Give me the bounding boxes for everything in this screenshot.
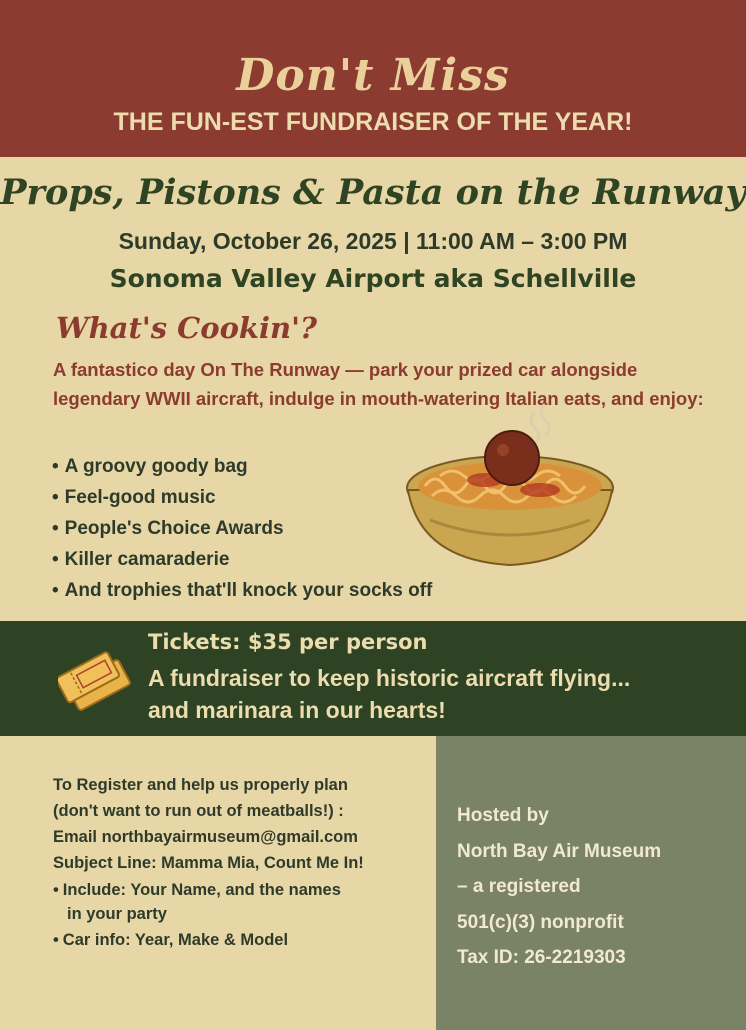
host-line: Tax ID: 26-2219303 bbox=[457, 947, 626, 968]
list-item: • Killer camaraderie bbox=[52, 549, 230, 570]
list-item: • A groovy goody bag bbox=[52, 456, 248, 477]
list-item: • People's Choice Awards bbox=[52, 518, 284, 539]
tickets-line-1: A fundraiser to keep historic aircraft flying... bbox=[148, 665, 631, 691]
whats-cookin-heading: What's Cookin'? bbox=[56, 311, 317, 345]
register-list bbox=[53, 878, 428, 952]
host-line: – a registered bbox=[457, 876, 581, 897]
register-email[interactable]: Email northbayairmuseum@gmail.com bbox=[53, 828, 358, 846]
list-item: • Include: Your Name, and the names in your party bbox=[53, 881, 341, 923]
spaghetti-bowl-icon bbox=[400, 400, 620, 575]
list-item: • And trophies that'll knock your socks off bbox=[52, 580, 433, 601]
host-info bbox=[457, 798, 737, 976]
ticket-icon bbox=[58, 648, 133, 713]
register-line: To Register and help us properly plan bbox=[53, 776, 348, 794]
list-item: • Car info: Year, Make & Model bbox=[53, 931, 289, 949]
register-line: (don't want to run out of meatballs!) : bbox=[53, 802, 344, 820]
event-title: Props, Pistons & Pasta on the Runway bbox=[0, 172, 746, 213]
host-line: North Bay Air Museum bbox=[457, 840, 662, 862]
tickets-tagline bbox=[148, 662, 728, 726]
perks-list bbox=[52, 451, 432, 606]
host-line: 501(c)(3) nonprofit bbox=[457, 911, 624, 933]
header-tagline: THE FUN-EST FUNDRAISER OF THE YEAR! bbox=[113, 108, 633, 136]
list-item: • Feel-good music bbox=[52, 487, 216, 508]
tickets-price: Tickets: $35 per person bbox=[148, 630, 428, 654]
tickets-line-2: and marinara in our hearts! bbox=[148, 697, 446, 723]
dont-miss-heading: Don't Miss bbox=[236, 50, 510, 101]
register-section bbox=[53, 772, 428, 952]
register-subject: Subject Line: Mamma Mia, Count Me In! bbox=[53, 854, 364, 872]
event-venue: Sonoma Valley Airport aka Schellville bbox=[109, 264, 637, 293]
host-line: Hosted by bbox=[457, 805, 549, 826]
event-intro: A fantastico day On The Runway — park your prized car alongside legendary WWII aircraft, indulge in mouth-watering Italian eats, and enjoy: bbox=[53, 359, 704, 409]
event-date-time: Sunday, October 26, 2025 | 11:00 AM – 3:00 PM bbox=[118, 228, 628, 254]
